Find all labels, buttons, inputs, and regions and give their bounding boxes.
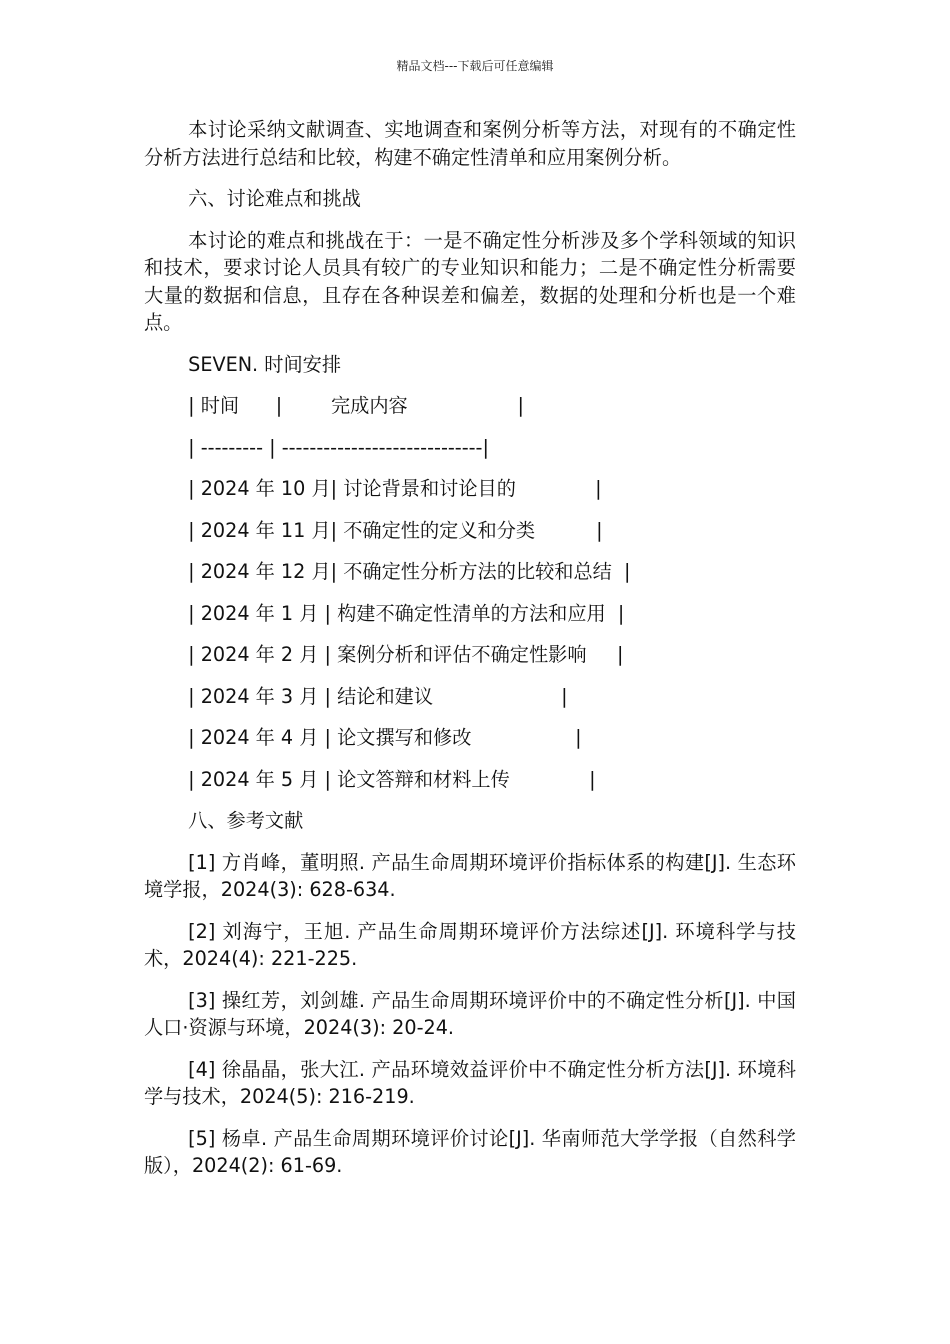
page-header: 精品文档---下载后可任意编辑 — [396, 59, 554, 73]
reference-item: [1] 方肖峰，董明照. 产品生命周期环境评价指标体系的构建[J]. 生态环境学报，2024(3): 628-634. — [144, 850, 796, 901]
section-heading-references: 八、参考文献 — [188, 809, 304, 832]
schedule-line: | 2024 年 10 月| 讨论背景和讨论目的 | — [188, 477, 602, 500]
reference-item: [3] 操红芳，刘剑雄. 产品生命周期环境评价中的不确定性分析[J]. 中国人口·资源与环境，2024(3): 20-24. — [144, 988, 796, 1039]
schedule-line: | 2024 年 4 月 | 论文撰写和修改 | — [188, 726, 582, 749]
schedule-line: | 时间 | 完成内容 | — [188, 394, 524, 417]
schedule-line: | 2024 年 12 月| 不确定性分析方法的比较和总结 | — [188, 560, 631, 583]
schedule-line: | --------- | -----------------------------| — [188, 435, 489, 459]
schedule-line: | 2024 年 1 月 | 构建不确定性清单的方法和应用 | — [188, 601, 625, 625]
schedule-line: | 2024 年 11 月| 不确定性的定义和分类 | — [188, 518, 603, 542]
reference-item: [2] 刘海宁，王旭. 产品生命周期环境评价方法综述[J]. 环境科学与技术，2024(4): 221-225. — [144, 919, 796, 970]
document-body — [144, 116, 796, 1194]
method-paragraph: 本讨论采纳文献调查、实地调查和案例分析等方法，对现有的不确定性分析方法进行总结和比较，构建不确定性清单和应用案例分析。 — [144, 118, 796, 169]
difficulties-paragraph: 本讨论的难点和挑战在于：一是不确定性分析涉及多个学科领域的知识和技术，要求讨论人员具有较广的专业知识和能力；二是不确定性分析需要大量的数据和信息，且存在各种误差和偏差，数据的处理和分析也是一个难点。 — [144, 228, 796, 334]
section-heading-schedule: SEVEN. 时间安排 — [188, 352, 342, 376]
schedule-line: | 2024 年 3 月 | 结论和建议 | — [188, 684, 568, 708]
section-heading-difficulties: 六、讨论难点和挑战 — [188, 187, 361, 210]
reference-item: [5] 杨卓. 产品生命周期环境评价讨论[J]. 华南师范大学学报（自然科学版），2024(2): 61-69. — [144, 1126, 796, 1177]
reference-item: [4] 徐晶晶，张大江. 产品环境效益评价中不确定性分析方法[J]. 环境科学与技术，2024(5): 216-219. — [144, 1057, 796, 1108]
schedule-line: | 2024 年 5 月 | 论文答辩和材料上传 | — [188, 767, 596, 791]
schedule-line: | 2024 年 2 月 | 案例分析和评估不确定性影响 | — [188, 643, 624, 666]
